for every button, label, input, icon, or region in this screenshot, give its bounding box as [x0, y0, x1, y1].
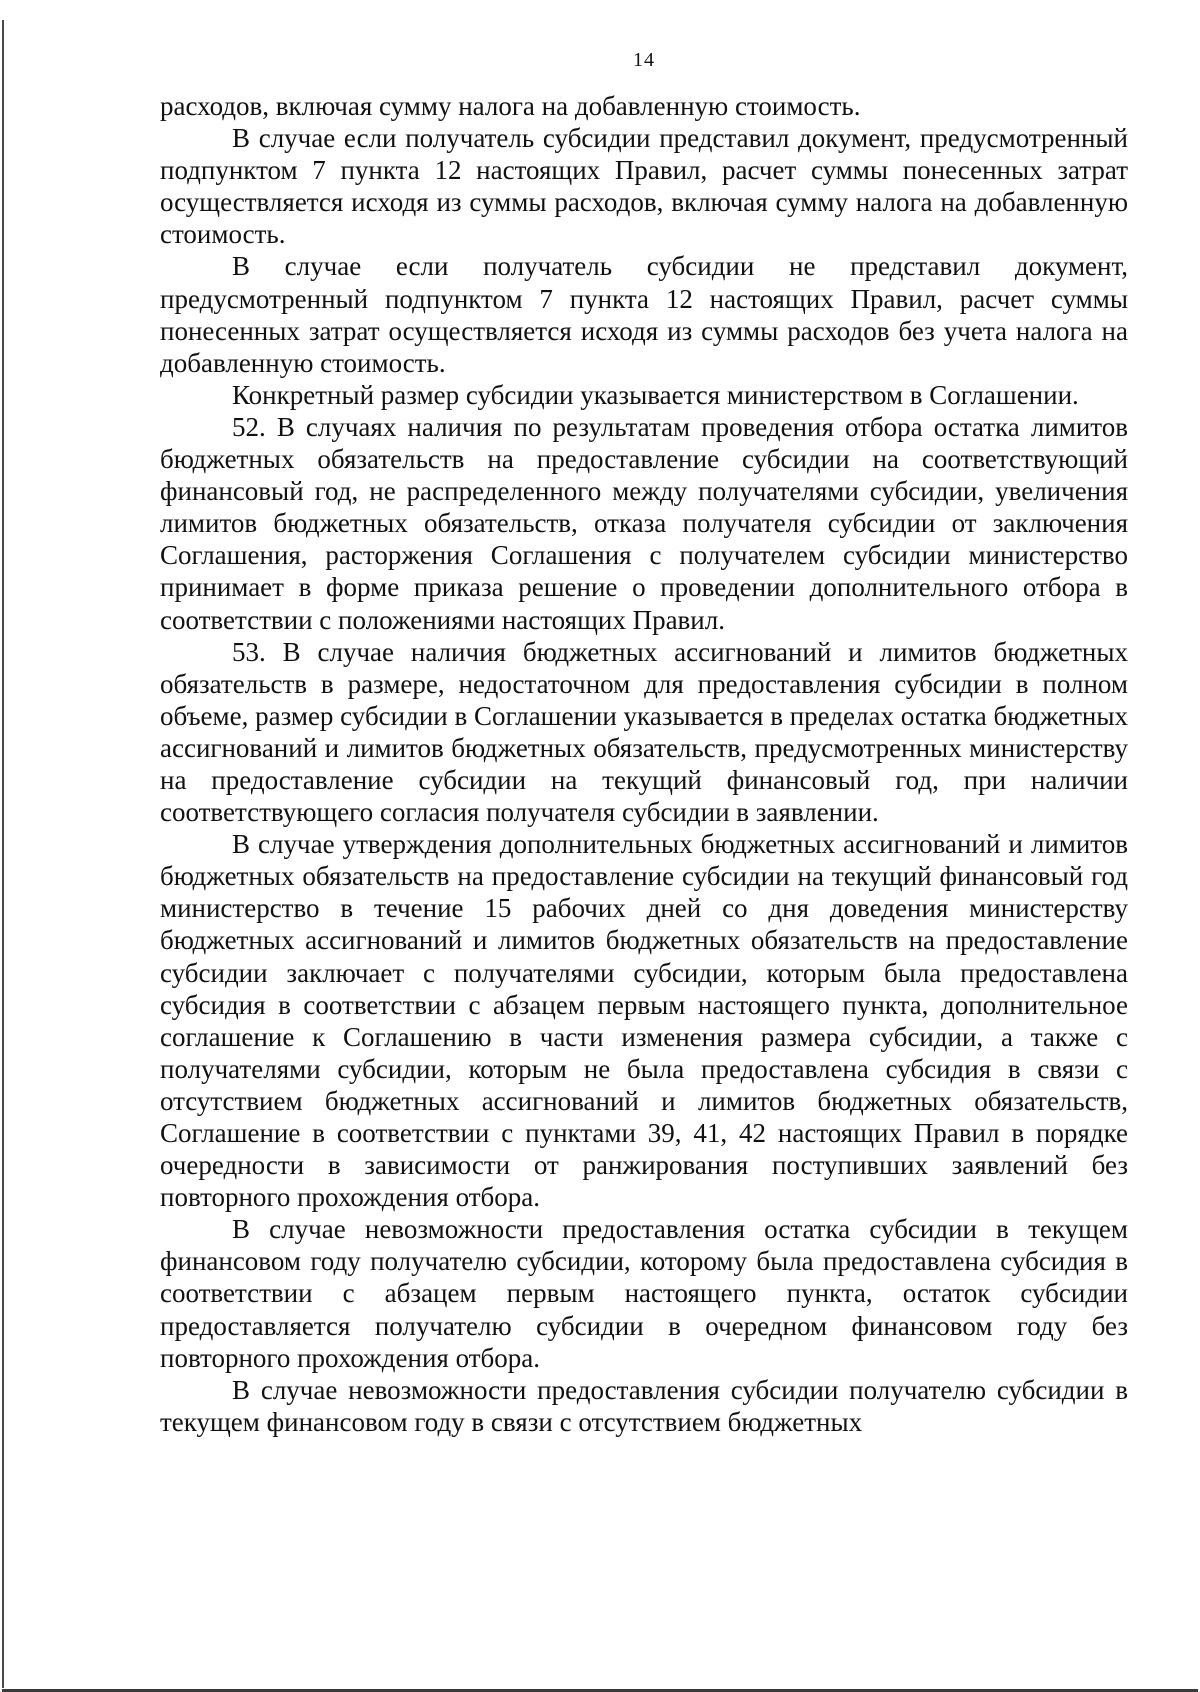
paragraph-vat-included: В случае если получатель субсидии представил документ, предусмотренный подпунктом 7 пункта 12 настоящих Правил, расчет суммы понесенных затрат осуществляется исходя из суммы расходов, включая сумму налога на добавленную стоимость.: [160, 123, 1128, 250]
paragraph-subsidy-amount: Конкретный размер субсидии указывается министерством в Соглашении.: [232, 379, 1079, 410]
paragraph-remaining-subsidy: В случае невозможности предоставления остатка субсидии в текущем финансовом году получателю субсидии, которому была предоставлена субсидия в соответствии с абзацем первым настоящего пункта, остаток субсидии предоставляется получателю субсидии в очередном финансовом году без повторного прохождения отбора.: [160, 1214, 1128, 1373]
paragraph-additional-allocations: В случае утверждения дополнительных бюджетных ассигнований и лимитов бюджетных обязательств на предоставление субсидии на текущий финансовый год министерство в течение 15 рабочих дней со дня доведения министерству бюджетных ассигнований и лимитов бюджетных обязательств на предоставление субсидии заключает с получателями субсидии, которым была предоставлена субсидия в соответствии с абзацем первым настоящего пункта, дополнительное соглашение к Соглашению в части изменения размера субсидии, а также с получателями субсидии, которым не была предоставлена субсидия в связи с отсутствием бюджетных ассигнований и лимитов бюджетных обязательств, Соглашение в соответствии с пунктами 39, 41, 42 настоящих Правил в порядке очередности в зависимости от ранжирования поступивших заявлений без повторного прохождения отбора.: [160, 829, 1128, 1213]
page-number: 14: [633, 49, 655, 71]
scan-border-left: [2, 20, 4, 1688]
document-page: [160, 48, 1128, 1438]
paragraph-item-53: 53. В случае наличия бюджетных ассигнований и лимитов бюджетных обязательств в размере, недостаточном для предоставления субсидии в полном объеме, размер субсидии в Соглашении указывается в пределах остатка бюджетных ассигнований и лимитов бюджетных обязательств, предусмотренных министерству на предоставление субсидии на текущий финансовый год, при наличии соответствующего согласия получателя субсидии в заявлении.: [160, 636, 1128, 828]
paragraph-impossibility: В случае невозможности предоставления субсидии получателю субсидии в текущем финансовом году в связи с отсутствием бюджетных: [160, 1374, 1128, 1437]
paragraph-vat-excluded: В случае если получатель субсидии не представил документ, предусмотренный подпунктом 7 пункта 12 настоящих Правил, расчет суммы понесенных затрат осуществляется исходя из суммы расходов без учета налога на добавленную стоимость.: [160, 251, 1128, 378]
paragraph-continuation: расходов, включая сумму налога на добавленную стоимость.: [160, 91, 861, 121]
paragraph-item-52: 52. В случаях наличия по результатам проведения отбора остатка лимитов бюджетных обязательств на предоставление субсидии на соответствующий финансовый год, не распределенного между получателями субсидии, увеличения лимитов бюджетных обязательств, отказа получателя субсидии от заключения Соглашения, расторжения Соглашения с получателем субсидии министерство принимает в форме приказа решение о проведении дополнительного отбора в соответствии с положениями настоящих Правил.: [160, 411, 1128, 635]
